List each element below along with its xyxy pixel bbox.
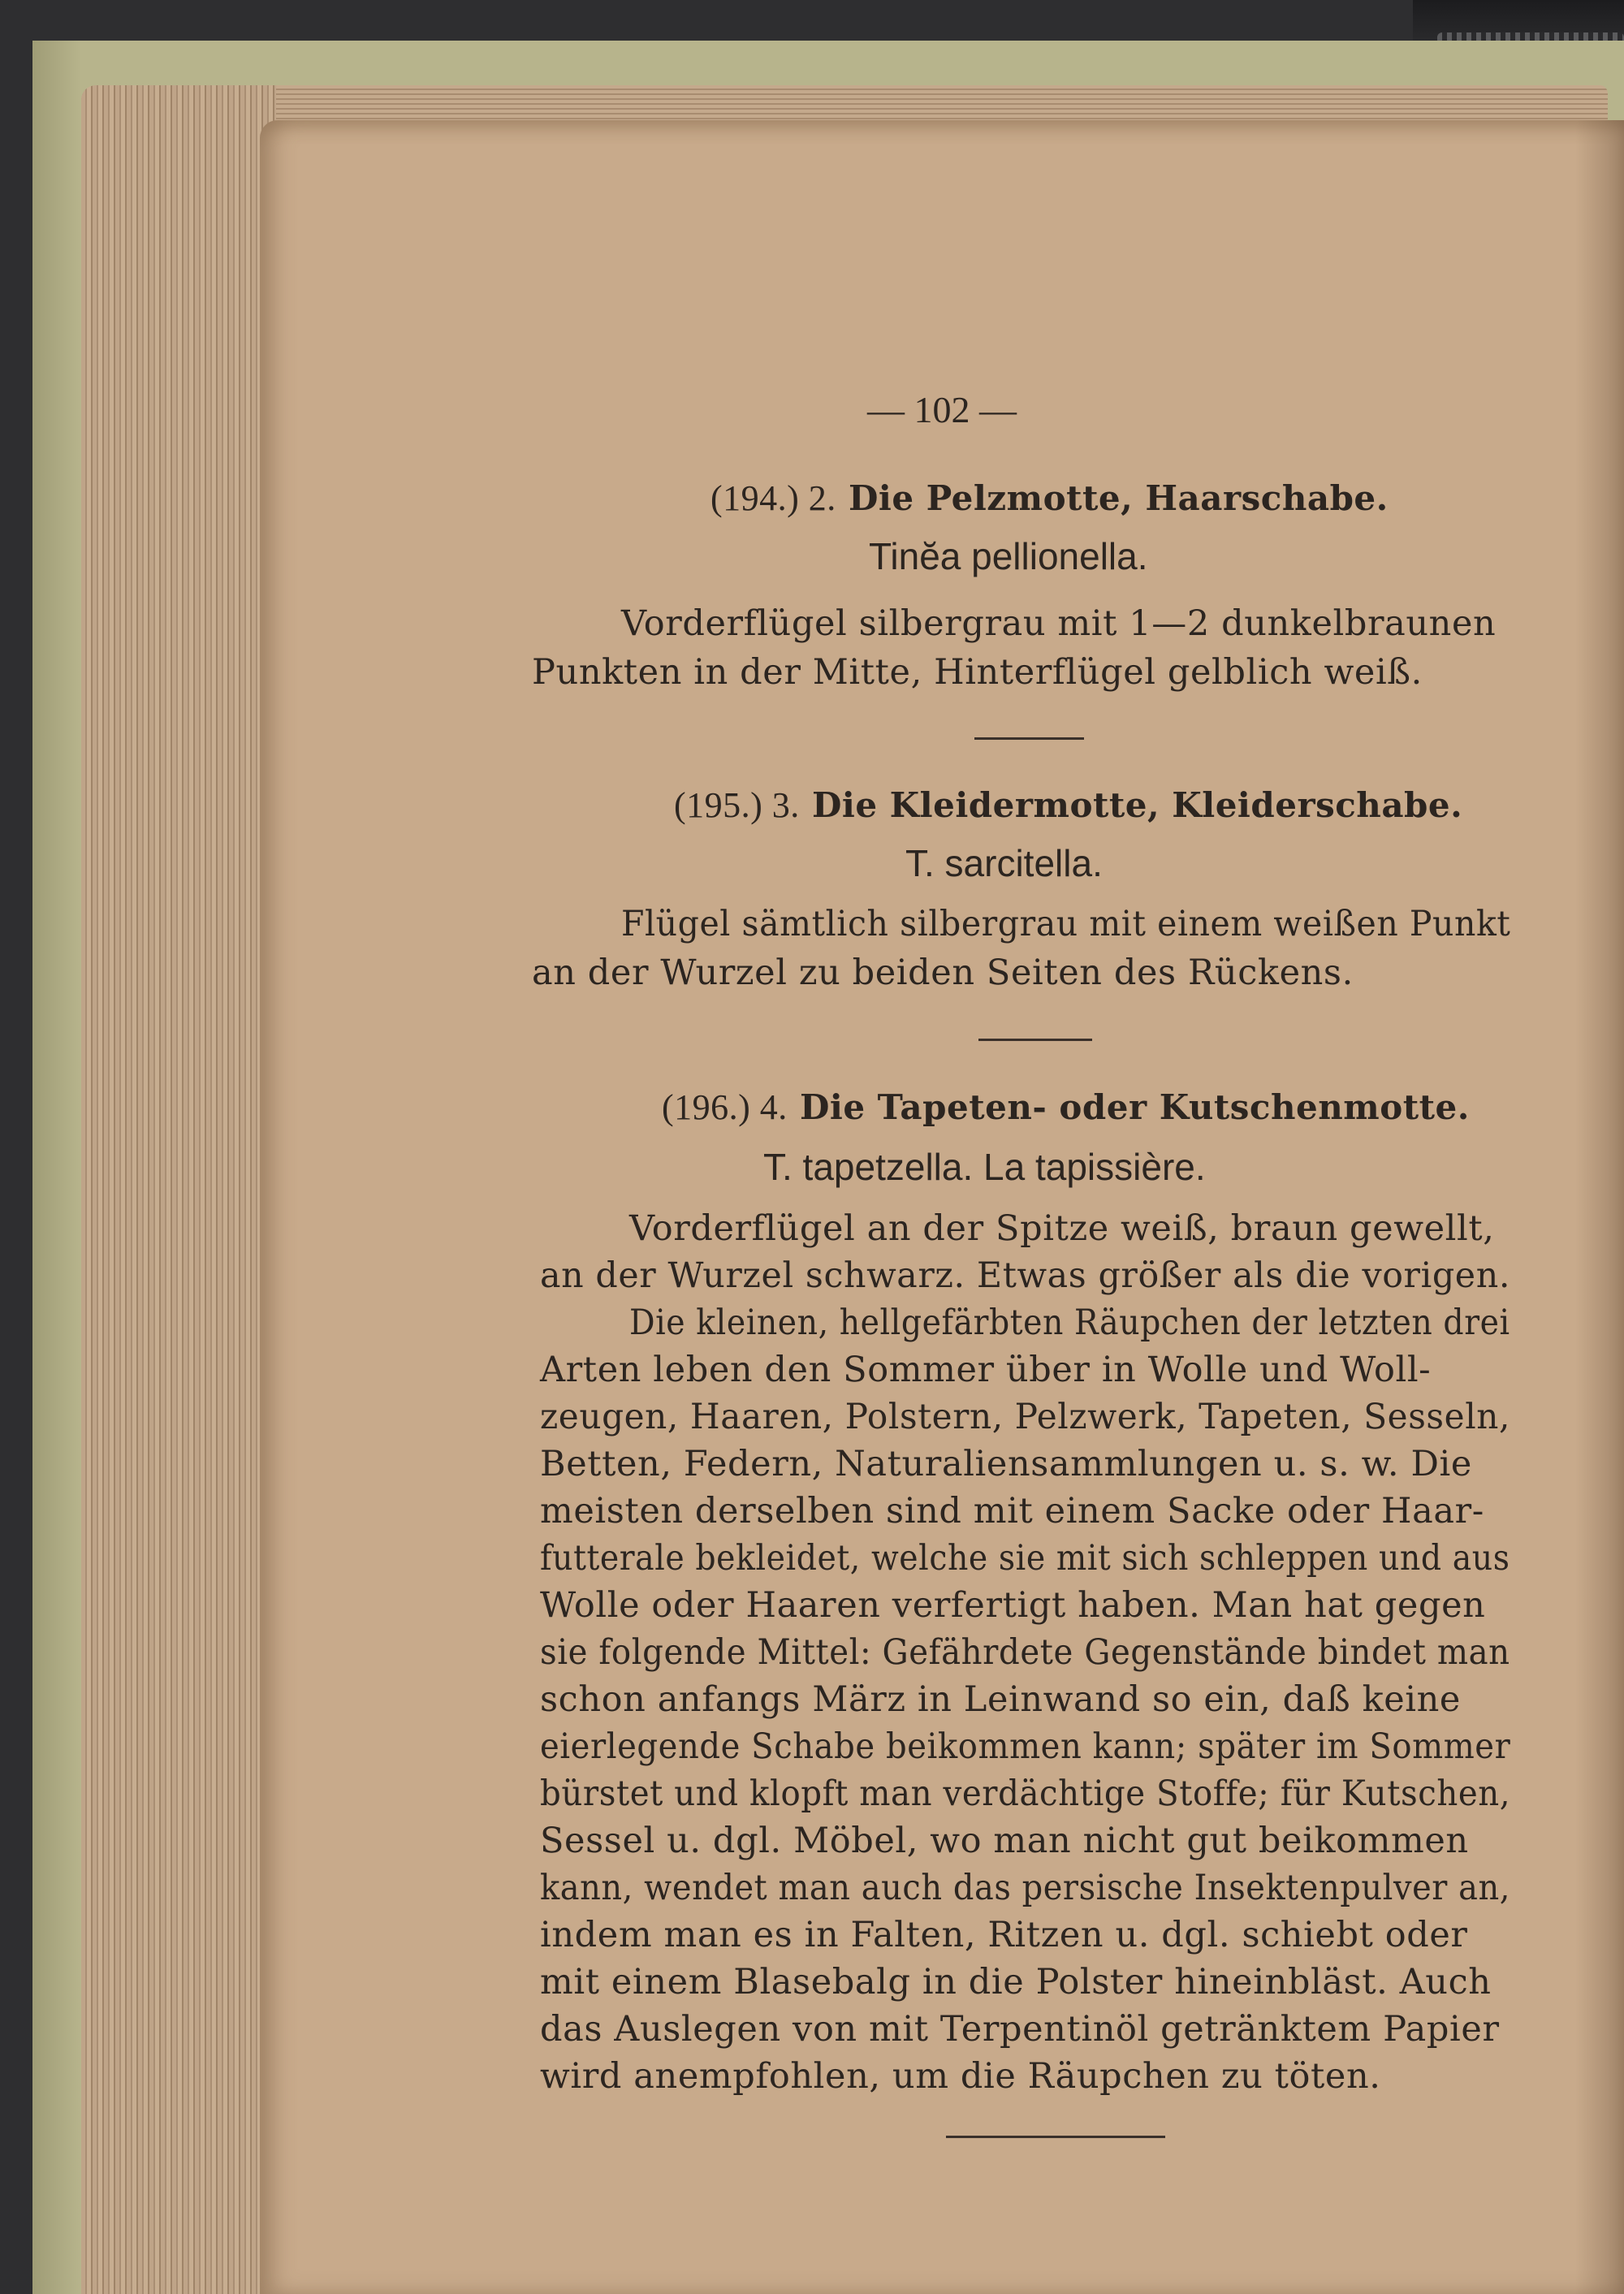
- body-line: an der Wurzel schwarz. Etwas größer als die vorigen.: [540, 1255, 1511, 1296]
- body-line: meisten derselben sind mit einem Sacke oder Haar-: [540, 1491, 1484, 1531]
- body-line: futterale bekleidet, welche sie mit sich schleppen und aus: [540, 1538, 1510, 1579]
- cover-spine-shade: [32, 41, 81, 2294]
- section-divider: [974, 737, 1084, 740]
- latin-name: Tinĕa pellionella.: [869, 535, 1148, 577]
- body-line: Vorderflügel silbergrau mit 1—2 dunkelbraunen: [621, 603, 1497, 644]
- latin-name: T. tapetzella. La tapissière.: [763, 1146, 1206, 1188]
- end-divider: [946, 2136, 1165, 2138]
- page-curl-shade: [1575, 120, 1624, 2294]
- body-line: Punkten in der Mitte, Hinterflügel gelblich weiß.: [532, 652, 1423, 693]
- entry-number: (195.) 3.: [674, 785, 800, 825]
- latin-name: T. sarcitella.: [905, 842, 1103, 884]
- body-line: kann, wendet man auch das persische Insektenpulver an,: [540, 1868, 1511, 1908]
- body-line: wird anempfohlen, um die Räupchen zu töten.: [540, 2056, 1381, 2097]
- entry-title: Die Pelzmotte, Haarschabe.: [848, 478, 1389, 518]
- body-line: Arten leben den Sommer über in Wolle und Woll-: [540, 1350, 1432, 1390]
- body-line: das Auslegen von mit Terpentinöl getränktem Papier: [540, 2009, 1500, 2050]
- body-line: Wolle oder Haaren verfertigt haben. Man hat gegen: [540, 1585, 1486, 1626]
- entry-heading: [710, 477, 1389, 519]
- body-line: mit einem Blasebalg in die Polster hineinbläst. Auch: [540, 1962, 1492, 2002]
- entry-number: (196.) 4.: [662, 1087, 788, 1127]
- entry-title: Die Tapeten- oder Kutschenmotte.: [799, 1087, 1470, 1127]
- body-line: Sessel u. dgl. Möbel, wo man nicht gut beikommen: [540, 1821, 1469, 1861]
- entry-title: Die Kleidermotte, Kleiderschabe.: [811, 785, 1463, 825]
- body-line: sie folgende Mittel: Gefährdete Gegenstände bindet man: [540, 1632, 1510, 1673]
- entry-number: (194.) 2.: [710, 478, 836, 518]
- body-line: schon anfangs März in Leinwand so ein, daß keine: [540, 1679, 1461, 1720]
- entry-heading: [674, 784, 1462, 826]
- section-divider: [978, 1039, 1092, 1041]
- body-line: Betten, Federn, Naturaliensammlungen u. s. w. Die: [540, 1444, 1472, 1484]
- body-line: Die kleinen, hellgefärbten Räupchen der letzten drei: [629, 1303, 1510, 1343]
- body-line: an der Wurzel zu beiden Seiten des Rückens.: [532, 953, 1354, 993]
- body-line: zeugen, Haaren, Polstern, Pelzwerk, Tapeten, Sesseln,: [540, 1397, 1510, 1437]
- body-line: eierlegende Schabe beikommen kann; später im Sommer: [540, 1726, 1511, 1767]
- page-number: — 102 —: [867, 389, 1017, 430]
- book-page: [260, 120, 1624, 2294]
- body-line: indem man es in Falten, Ritzen u. dgl. schiebt oder: [540, 1915, 1468, 1955]
- page-edges: [81, 85, 276, 2294]
- entry-heading: [662, 1087, 1470, 1128]
- body-line: bürstet und klopft man verdächtige Stoffe; für Kutschen,: [540, 1773, 1511, 1814]
- body-line: Vorderflügel an der Spitze weiß, braun gewellt,: [629, 1208, 1495, 1249]
- body-line: Flügel sämtlich silbergrau mit einem weißen Punkt: [621, 904, 1511, 944]
